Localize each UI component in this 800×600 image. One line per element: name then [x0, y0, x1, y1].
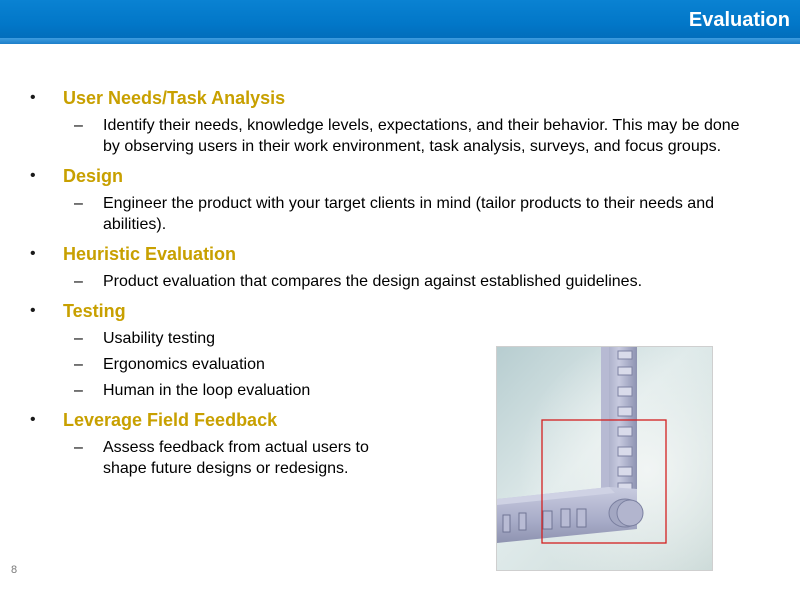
slide-title: Evaluation — [688, 9, 790, 31]
section-heading: • Leverage Field Feedback — [30, 408, 760, 432]
section-heuristic-evaluation — [30, 242, 760, 292]
section-design — [30, 164, 760, 235]
sub-bullet-text: Identify their needs, knowledge levels, expectations, and their behavior. This may be done by observing users in their work environment, task analysis, surveys, and focus groups. — [103, 117, 740, 155]
sub-bullet: – Usability testing — [74, 330, 216, 347]
sub-bullet-text: Usability testing — [103, 330, 216, 347]
sub-bullet-text: Human in the loop evaluation — [103, 382, 311, 399]
l-bracket-render — [497, 347, 712, 570]
sub-bullet: – Assess feedback from actual users to shape future designs or redesigns. — [74, 439, 369, 477]
sub-bullet: – Identify their needs, knowledge levels, expectations, and their behavior. This may be done by observing users in their work environment, task analysis, surveys, and focus groups. — [74, 117, 740, 155]
section-heading: • Testing — [30, 299, 760, 323]
slide-number: 8 — [11, 564, 18, 576]
title-bar — [0, 0, 800, 44]
sub-bullet: – Ergonomics evaluation — [74, 356, 265, 373]
sub-bullet-text: Engineer the product with your target clients in mind (tailor products to their needs and abilities). — [103, 195, 714, 233]
sub-bullet-text: Assess feedback from actual users to shape future designs or redesigns. — [103, 439, 369, 477]
sub-bullet: – Product evaluation that compares the design against established guidelines. — [74, 273, 643, 290]
sub-bullet: – Engineer the product with your target clients in mind (tailor products to their needs and abilities). — [74, 195, 714, 233]
sub-bullet: – Human in the loop evaluation — [74, 382, 311, 399]
section-heading: • Design — [30, 164, 760, 188]
section-heading: • Heuristic Evaluation — [30, 242, 760, 266]
section-user-needs — [30, 86, 760, 157]
sub-bullet-text: Product evaluation that compares the design against established guidelines. — [103, 273, 643, 290]
sub-bullet-text: Ergonomics evaluation — [103, 356, 265, 373]
section-heading: • User Needs/Task Analysis — [30, 86, 760, 110]
product-render-image — [496, 346, 713, 571]
title-bar-stripe — [0, 38, 800, 44]
